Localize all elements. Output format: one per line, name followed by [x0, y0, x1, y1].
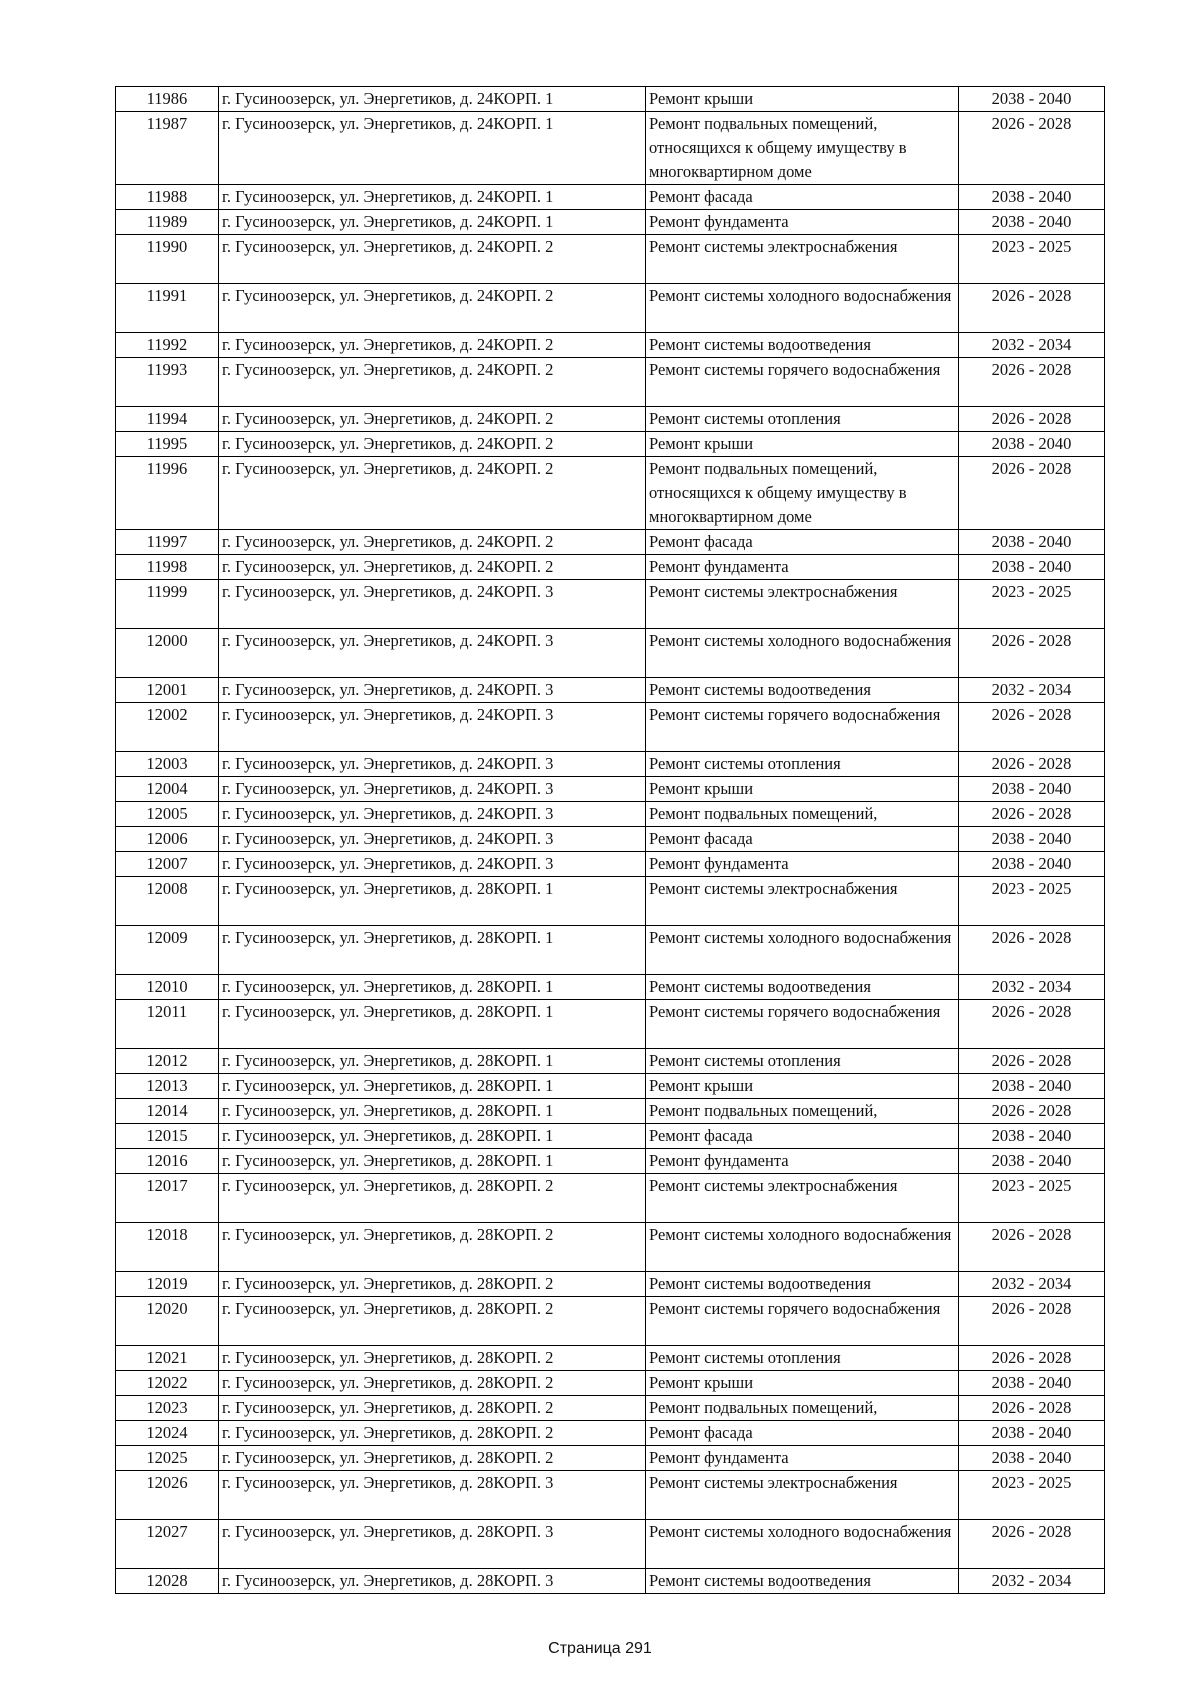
work-type-cell: Ремонт фасада: [646, 1421, 959, 1446]
address-cell: г. Гусиноозерск, ул. Энергетиков, д. 24КОРП. 2: [219, 555, 646, 580]
work-type-cell: Ремонт системы водоотведения: [646, 333, 959, 358]
table-row: [116, 703, 1105, 752]
table-row: [116, 1421, 1105, 1446]
work-type-cell: Ремонт фасада: [646, 530, 959, 555]
address-cell: г. Гусиноозерск, ул. Энергетиков, д. 28КОРП. 1: [219, 877, 646, 926]
table-row: [116, 333, 1105, 358]
address-cell: г. Гусиноозерск, ул. Энергетиков, д. 24КОРП. 2: [219, 235, 646, 284]
work-type-cell: Ремонт фундамента: [646, 1149, 959, 1174]
work-type-cell: Ремонт системы электроснабжения: [646, 1471, 959, 1520]
row-number-cell: 11998: [116, 555, 219, 580]
address-cell: г. Гусиноозерск, ул. Энергетиков, д. 24КОРП. 3: [219, 777, 646, 802]
address-cell: г. Гусиноозерск, ул. Энергетиков, д. 24КОРП. 3: [219, 703, 646, 752]
address-cell: г. Гусиноозерск, ул. Энергетиков, д. 28КОРП. 1: [219, 1049, 646, 1074]
work-type-cell: Ремонт системы водоотведения: [646, 1569, 959, 1594]
period-cell: 2032 - 2034: [959, 1272, 1105, 1297]
address-cell: г. Гусиноозерск, ул. Энергетиков, д. 28КОРП. 2: [219, 1396, 646, 1421]
address-cell: г. Гусиноозерск, ул. Энергетиков, д. 24КОРП. 2: [219, 432, 646, 457]
row-number-cell: 12001: [116, 678, 219, 703]
address-cell: г. Гусиноозерск, ул. Энергетиков, д. 28КОРП. 2: [219, 1272, 646, 1297]
row-number-cell: 12021: [116, 1346, 219, 1371]
period-cell: 2026 - 2028: [959, 112, 1105, 185]
row-number-cell: 11988: [116, 185, 219, 210]
address-cell: г. Гусиноозерск, ул. Энергетиков, д. 28КОРП. 1: [219, 1074, 646, 1099]
table-row: [116, 185, 1105, 210]
work-type-cell: Ремонт системы водоотведения: [646, 1272, 959, 1297]
row-number-cell: 12005: [116, 802, 219, 827]
repair-schedule-table: [115, 86, 1105, 1594]
address-cell: г. Гусиноозерск, ул. Энергетиков, д. 28КОРП. 1: [219, 1124, 646, 1149]
period-cell: 2026 - 2028: [959, 407, 1105, 432]
work-type-cell: Ремонт системы холодного водоснабжения: [646, 284, 959, 333]
period-cell: 2023 - 2025: [959, 580, 1105, 629]
period-cell: 2026 - 2028: [959, 1520, 1105, 1569]
table-row: [116, 530, 1105, 555]
work-type-cell: Ремонт системы электроснабжения: [646, 1174, 959, 1223]
address-cell: г. Гусиноозерск, ул. Энергетиков, д. 28КОРП. 1: [219, 1000, 646, 1049]
table-row: [116, 1297, 1105, 1346]
period-cell: 2038 - 2040: [959, 210, 1105, 235]
period-cell: 2026 - 2028: [959, 1000, 1105, 1049]
table-row: [116, 1149, 1105, 1174]
work-type-cell: Ремонт крыши: [646, 432, 959, 457]
period-cell: 2038 - 2040: [959, 1421, 1105, 1446]
period-cell: 2026 - 2028: [959, 1346, 1105, 1371]
address-cell: г. Гусиноозерск, ул. Энергетиков, д. 24КОРП. 2: [219, 407, 646, 432]
period-cell: 2026 - 2028: [959, 802, 1105, 827]
table-row: [116, 284, 1105, 333]
address-cell: г. Гусиноозерск, ул. Энергетиков, д. 28КОРП. 3: [219, 1569, 646, 1594]
period-cell: 2026 - 2028: [959, 1049, 1105, 1074]
table-row: [116, 1272, 1105, 1297]
work-type-cell: Ремонт системы горячего водоснабжения: [646, 1000, 959, 1049]
work-type-cell: Ремонт подвальных помещений, относящихся к общему имуществу в многоквартирном доме: [646, 112, 959, 185]
table-row: [116, 1099, 1105, 1124]
work-type-cell: Ремонт системы электроснабжения: [646, 580, 959, 629]
row-number-cell: 12023: [116, 1396, 219, 1421]
address-cell: г. Гусиноозерск, ул. Энергетиков, д. 24КОРП. 2: [219, 284, 646, 333]
period-cell: 2026 - 2028: [959, 284, 1105, 333]
row-number-cell: 12018: [116, 1223, 219, 1272]
period-cell: 2023 - 2025: [959, 1174, 1105, 1223]
address-cell: г. Гусиноозерск, ул. Энергетиков, д. 28КОРП. 2: [219, 1346, 646, 1371]
table-row: [116, 1174, 1105, 1223]
address-cell: г. Гусиноозерск, ул. Энергетиков, д. 24КОРП. 2: [219, 358, 646, 407]
table-row: [116, 827, 1105, 852]
table-row: [116, 432, 1105, 457]
period-cell: 2026 - 2028: [959, 358, 1105, 407]
work-type-cell: Ремонт системы водоотведения: [646, 678, 959, 703]
address-cell: г. Гусиноозерск, ул. Энергетиков, д. 24КОРП. 1: [219, 112, 646, 185]
table-row: [116, 112, 1105, 185]
address-cell: г. Гусиноозерск, ул. Энергетиков, д. 24КОРП. 3: [219, 580, 646, 629]
row-number-cell: 11992: [116, 333, 219, 358]
work-type-cell: Ремонт крыши: [646, 1371, 959, 1396]
address-cell: г. Гусиноозерск, ул. Энергетиков, д. 28КОРП. 1: [219, 926, 646, 975]
table-row: [116, 777, 1105, 802]
period-cell: 2026 - 2028: [959, 926, 1105, 975]
row-number-cell: 12022: [116, 1371, 219, 1396]
table-row: [116, 1124, 1105, 1149]
row-number-cell: 12015: [116, 1124, 219, 1149]
period-cell: 2026 - 2028: [959, 457, 1105, 530]
period-cell: 2038 - 2040: [959, 777, 1105, 802]
period-cell: 2038 - 2040: [959, 1149, 1105, 1174]
work-type-cell: Ремонт подвальных помещений, относящихся к общему имуществу в многоквартирном доме: [646, 457, 959, 530]
work-type-cell: Ремонт подвальных помещений,: [646, 1099, 959, 1124]
row-number-cell: 12006: [116, 827, 219, 852]
work-type-cell: Ремонт подвальных помещений,: [646, 1396, 959, 1421]
table-row: [116, 1000, 1105, 1049]
address-cell: г. Гусиноозерск, ул. Энергетиков, д. 24КОРП. 2: [219, 457, 646, 530]
work-type-cell: Ремонт фасада: [646, 827, 959, 852]
period-cell: 2026 - 2028: [959, 1223, 1105, 1272]
row-number-cell: 11994: [116, 407, 219, 432]
table-row: [116, 926, 1105, 975]
period-cell: 2038 - 2040: [959, 1124, 1105, 1149]
table-row: [116, 752, 1105, 777]
period-cell: 2038 - 2040: [959, 827, 1105, 852]
table-row: [116, 235, 1105, 284]
address-cell: г. Гусиноозерск, ул. Энергетиков, д. 24КОРП. 3: [219, 802, 646, 827]
row-number-cell: 12003: [116, 752, 219, 777]
table-row: [116, 1346, 1105, 1371]
row-number-cell: 12013: [116, 1074, 219, 1099]
table-row: [116, 1223, 1105, 1272]
period-cell: 2023 - 2025: [959, 235, 1105, 284]
work-type-cell: Ремонт системы электроснабжения: [646, 235, 959, 284]
row-number-cell: 11991: [116, 284, 219, 333]
work-type-cell: Ремонт фундамента: [646, 210, 959, 235]
address-cell: г. Гусиноозерск, ул. Энергетиков, д. 28КОРП. 1: [219, 1099, 646, 1124]
work-type-cell: Ремонт крыши: [646, 777, 959, 802]
period-cell: 2038 - 2040: [959, 1074, 1105, 1099]
work-type-cell: Ремонт системы отопления: [646, 407, 959, 432]
row-number-cell: 11996: [116, 457, 219, 530]
work-type-cell: Ремонт системы отопления: [646, 1346, 959, 1371]
row-number-cell: 12020: [116, 1297, 219, 1346]
row-number-cell: 12028: [116, 1569, 219, 1594]
work-type-cell: Ремонт системы холодного водоснабжения: [646, 926, 959, 975]
row-number-cell: 11999: [116, 580, 219, 629]
page-number: Страница 291: [548, 1640, 652, 1657]
address-cell: г. Гусиноозерск, ул. Энергетиков, д. 24КОРП. 3: [219, 827, 646, 852]
row-number-cell: 11990: [116, 235, 219, 284]
row-number-cell: 11993: [116, 358, 219, 407]
address-cell: г. Гусиноозерск, ул. Энергетиков, д. 28КОРП. 1: [219, 1149, 646, 1174]
work-type-cell: Ремонт фундамента: [646, 1446, 959, 1471]
work-type-cell: Ремонт подвальных помещений,: [646, 802, 959, 827]
table-row: [116, 1446, 1105, 1471]
period-cell: 2026 - 2028: [959, 629, 1105, 678]
work-type-cell: Ремонт крыши: [646, 1074, 959, 1099]
address-cell: г. Гусиноозерск, ул. Энергетиков, д. 28КОРП. 2: [219, 1421, 646, 1446]
address-cell: г. Гусиноозерск, ул. Энергетиков, д. 24КОРП. 3: [219, 678, 646, 703]
work-type-cell: Ремонт системы холодного водоснабжения: [646, 629, 959, 678]
period-cell: 2038 - 2040: [959, 530, 1105, 555]
work-type-cell: Ремонт системы горячего водоснабжения: [646, 703, 959, 752]
row-number-cell: 12009: [116, 926, 219, 975]
address-cell: г. Гусиноозерск, ул. Энергетиков, д. 28КОРП. 3: [219, 1520, 646, 1569]
table-row: [116, 1520, 1105, 1569]
work-type-cell: Ремонт системы отопления: [646, 1049, 959, 1074]
row-number-cell: 12000: [116, 629, 219, 678]
period-cell: 2026 - 2028: [959, 1297, 1105, 1346]
table-row: [116, 358, 1105, 407]
table-body: [116, 87, 1105, 1594]
address-cell: г. Гусиноозерск, ул. Энергетиков, д. 28КОРП. 2: [219, 1446, 646, 1471]
table-row: [116, 210, 1105, 235]
address-cell: г. Гусиноозерск, ул. Энергетиков, д. 28КОРП. 3: [219, 1471, 646, 1520]
address-cell: г. Гусиноозерск, ул. Энергетиков, д. 24КОРП. 2: [219, 530, 646, 555]
table-row: [116, 1371, 1105, 1396]
work-type-cell: Ремонт фасада: [646, 1124, 959, 1149]
address-cell: г. Гусиноозерск, ул. Энергетиков, д. 28КОРП. 2: [219, 1223, 646, 1272]
row-number-cell: 11987: [116, 112, 219, 185]
row-number-cell: 12019: [116, 1272, 219, 1297]
row-number-cell: 12012: [116, 1049, 219, 1074]
address-cell: г. Гусиноозерск, ул. Энергетиков, д. 24КОРП. 1: [219, 87, 646, 112]
period-cell: 2038 - 2040: [959, 87, 1105, 112]
work-type-cell: Ремонт системы водоотведения: [646, 975, 959, 1000]
table-row: [116, 852, 1105, 877]
table-row: [116, 580, 1105, 629]
table-row: [116, 1569, 1105, 1594]
period-cell: 2038 - 2040: [959, 432, 1105, 457]
work-type-cell: Ремонт системы электроснабжения: [646, 877, 959, 926]
period-cell: 2032 - 2034: [959, 1569, 1105, 1594]
period-cell: 2026 - 2028: [959, 1396, 1105, 1421]
row-number-cell: 11989: [116, 210, 219, 235]
address-cell: г. Гусиноозерск, ул. Энергетиков, д. 28КОРП. 2: [219, 1371, 646, 1396]
row-number-cell: 12004: [116, 777, 219, 802]
row-number-cell: 11995: [116, 432, 219, 457]
table-row: [116, 678, 1105, 703]
row-number-cell: 12026: [116, 1471, 219, 1520]
row-number-cell: 12025: [116, 1446, 219, 1471]
row-number-cell: 12010: [116, 975, 219, 1000]
work-type-cell: Ремонт фундамента: [646, 555, 959, 580]
table-row: [116, 457, 1105, 530]
period-cell: 2023 - 2025: [959, 1471, 1105, 1520]
work-type-cell: Ремонт системы отопления: [646, 752, 959, 777]
work-type-cell: Ремонт системы горячего водоснабжения: [646, 358, 959, 407]
table-row: [116, 1074, 1105, 1099]
period-cell: 2032 - 2034: [959, 975, 1105, 1000]
row-number-cell: 11997: [116, 530, 219, 555]
period-cell: 2026 - 2028: [959, 1099, 1105, 1124]
table-row: [116, 975, 1105, 1000]
address-cell: г. Гусиноозерск, ул. Энергетиков, д. 24КОРП. 2: [219, 333, 646, 358]
table-row: [116, 1396, 1105, 1421]
table-row: [116, 555, 1105, 580]
work-type-cell: Ремонт фундамента: [646, 852, 959, 877]
table-row: [116, 407, 1105, 432]
address-cell: г. Гусиноозерск, ул. Энергетиков, д. 24КОРП. 3: [219, 629, 646, 678]
table-row: [116, 87, 1105, 112]
row-number-cell: 12014: [116, 1099, 219, 1124]
row-number-cell: 12011: [116, 1000, 219, 1049]
work-type-cell: Ремонт системы горячего водоснабжения: [646, 1297, 959, 1346]
row-number-cell: 12017: [116, 1174, 219, 1223]
period-cell: 2026 - 2028: [959, 703, 1105, 752]
address-cell: г. Гусиноозерск, ул. Энергетиков, д. 24КОРП. 3: [219, 752, 646, 777]
table-row: [116, 1049, 1105, 1074]
work-type-cell: Ремонт системы холодного водоснабжения: [646, 1223, 959, 1272]
period-cell: 2032 - 2034: [959, 678, 1105, 703]
period-cell: 2026 - 2028: [959, 752, 1105, 777]
row-number-cell: 11986: [116, 87, 219, 112]
table-row: [116, 629, 1105, 678]
row-number-cell: 12007: [116, 852, 219, 877]
period-cell: 2038 - 2040: [959, 852, 1105, 877]
period-cell: 2038 - 2040: [959, 185, 1105, 210]
table-row: [116, 1471, 1105, 1520]
period-cell: 2038 - 2040: [959, 1446, 1105, 1471]
row-number-cell: 12002: [116, 703, 219, 752]
work-type-cell: Ремонт фасада: [646, 185, 959, 210]
table-row: [116, 802, 1105, 827]
row-number-cell: 12008: [116, 877, 219, 926]
row-number-cell: 12027: [116, 1520, 219, 1569]
row-number-cell: 12024: [116, 1421, 219, 1446]
period-cell: 2032 - 2034: [959, 333, 1105, 358]
period-cell: 2038 - 2040: [959, 1371, 1105, 1396]
address-cell: г. Гусиноозерск, ул. Энергетиков, д. 24КОРП. 1: [219, 210, 646, 235]
address-cell: г. Гусиноозерск, ул. Энергетиков, д. 28КОРП. 1: [219, 975, 646, 1000]
period-cell: 2023 - 2025: [959, 877, 1105, 926]
address-cell: г. Гусиноозерск, ул. Энергетиков, д. 28КОРП. 2: [219, 1174, 646, 1223]
address-cell: г. Гусиноозерск, ул. Энергетиков, д. 28КОРП. 2: [219, 1297, 646, 1346]
address-cell: г. Гусиноозерск, ул. Энергетиков, д. 24КОРП. 3: [219, 852, 646, 877]
row-number-cell: 12016: [116, 1149, 219, 1174]
address-cell: г. Гусиноозерск, ул. Энергетиков, д. 24КОРП. 1: [219, 185, 646, 210]
work-type-cell: Ремонт крыши: [646, 87, 959, 112]
table-row: [116, 877, 1105, 926]
work-type-cell: Ремонт системы холодного водоснабжения: [646, 1520, 959, 1569]
period-cell: 2038 - 2040: [959, 555, 1105, 580]
